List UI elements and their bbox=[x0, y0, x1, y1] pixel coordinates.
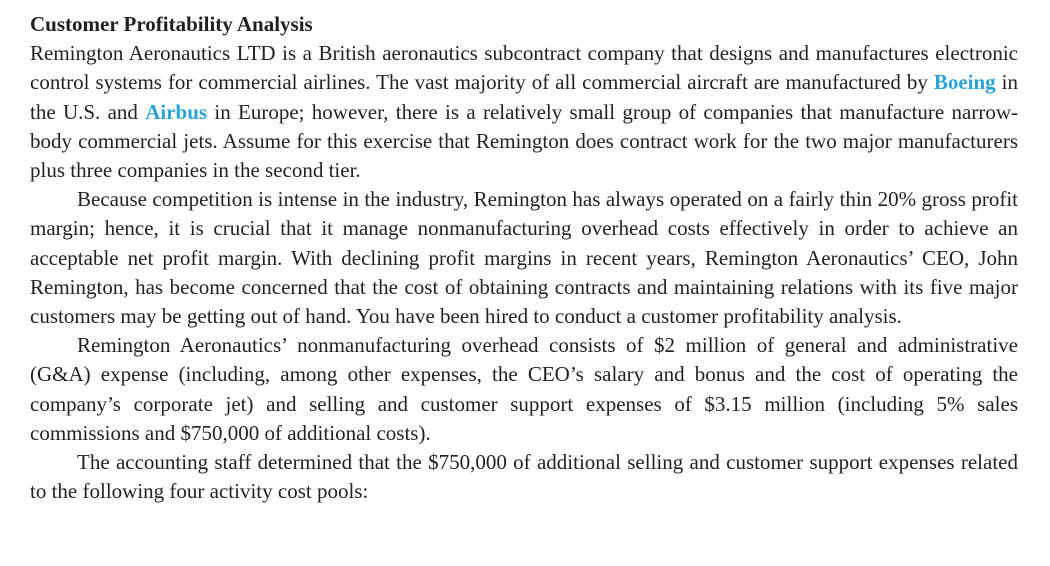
paragraph-competition: Because competition is intense in the industry, Remington has always operated on a fairly thin 20% gross profit margin; hence, it is crucial that it manage nonmanufacturing overhead costs effectively in order to achieve an acceptable net profit margin. With declining profit margins in recent years, Remington Aeronautics’ CEO, John Remington, has become concerned that the cost of obtaining contracts and maintaining relations with its five major customers may be getting out of hand. You have been hired to conduct a customer profitability analysis. bbox=[30, 187, 1018, 329]
intro-text-start: Remington Aeronautics LTD is a British aeronautics subcontract company that designs and manufactures electronic control systems for commercial airlines. The vast majority of all commercial aircraft are manufactured by bbox=[30, 41, 1018, 95]
intro-text-end: in Europe; however, there is a relatively small group of companies that manufacture narrow-body commercial jets. Assume for this exercise that Remington does contract work for the two major manufacturers plus three companies in the second tier. bbox=[30, 99, 1018, 183]
paragraph-overhead: Remington Aeronautics’ nonmanufacturing overhead consists of $2 million of general and administrative (G&A) expense (including, among other expenses, the CEO’s salary and bonus and the cost of operating the company’s corporate jet) and selling and customer support expenses of $3.15 million (including 5% sales commissions and $750,000 of additional costs). bbox=[30, 333, 1018, 445]
paragraph-intro bbox=[30, 39, 1018, 185]
airbus-link[interactable]: Airbus bbox=[145, 99, 208, 124]
intro-text-middle: in the U.S. and bbox=[30, 70, 1018, 124]
document bbox=[30, 10, 1018, 506]
boeing-link[interactable]: Boeing bbox=[933, 70, 996, 95]
section-title: Customer Profitability Analysis bbox=[30, 12, 313, 36]
paragraph-activity-pools: The accounting staff determined that the $750,000 of additional selling and customer support expenses related to the following four activity cost pools: bbox=[30, 450, 1018, 504]
